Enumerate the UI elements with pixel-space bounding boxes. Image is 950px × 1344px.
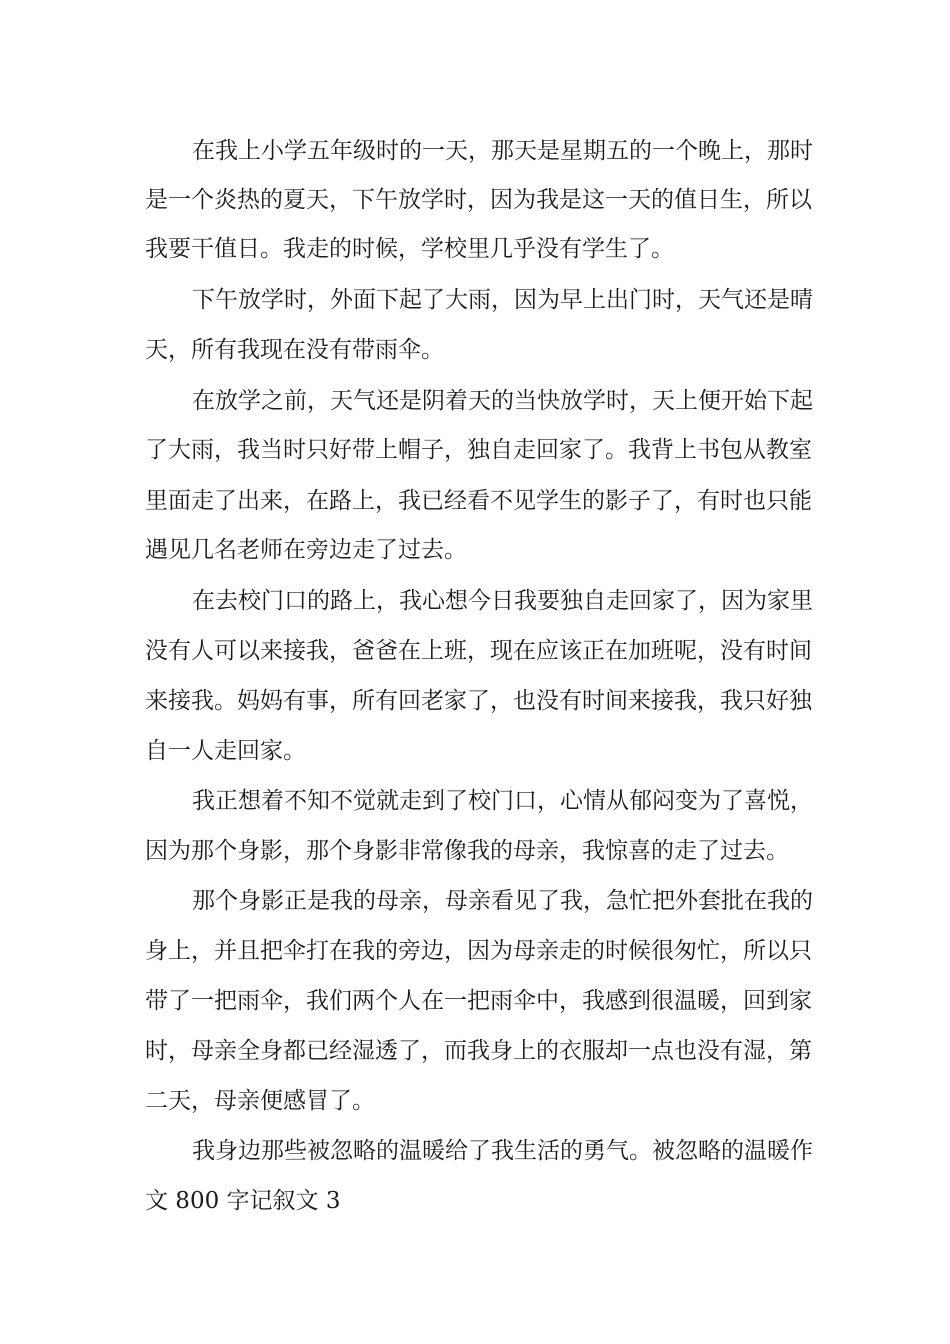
text-line: 在我上小学五年级时的一天，那天是星期五的一个晚上，那时 [192, 138, 813, 164]
text-line: 因为那个身影，那个身影非常像我的母亲，我惊喜的走了过去。 [145, 838, 789, 864]
text-line: 二天，母亲便感冒了。 [145, 1088, 375, 1114]
text-line: 在放学之前，天气还是阴着天的当快放学时，天上便开始下起 [192, 388, 813, 414]
text-line: 是一个炎热的夏天，下午放学时，因为我是这一天的值日生，所以 [145, 187, 812, 213]
text-line: 自一人走回家。 [145, 738, 306, 764]
text-line: 身上，并且把伞打在我的旁边，因为母亲走的时候很匆忙，所以只 [145, 938, 812, 964]
text-line: 我要干值日。我走的时候，学校里几乎没有学生了。 [145, 236, 674, 262]
text-line: 没有人可以来接我，爸爸在上班，现在应该正在加班呢，没有时间 [145, 638, 812, 664]
text-line: 下午放学时，外面下起了大雨，因为早上出门时，天气还是晴 [192, 287, 813, 313]
text-line: 里面走了出来，在路上，我已经看不见学生的影子了，有时也只能 [145, 488, 812, 514]
text-line: 我身边那些被忽略的温暖给了我生活的勇气。被忽略的温暖作 [192, 1138, 813, 1164]
text-line: 来接我。妈妈有事，所有回老家了，也没有时间来接我，我只好独 [145, 688, 812, 714]
text-line: 了大雨，我当时只好带上帽子，独自走回家了。我背上书包从教室 [145, 437, 812, 463]
text-line: 那个身影正是我的母亲，母亲看见了我，急忙把外套批在我的 [192, 888, 813, 914]
text-line: 时，母亲全身都已经湿透了，而我身上的衣服却一点也没有湿，第 [145, 1038, 812, 1064]
text-line: 天，所有我现在没有带雨伞。 [145, 337, 444, 363]
text-line: 遇见几名老师在旁边走了过去。 [145, 537, 467, 563]
text-line: 带了一把雨伞，我们两个人在一把雨伞中，我感到很温暖，回到家 [145, 988, 812, 1014]
text-line: 我正想着不知不觉就走到了校门口，心情从郁闷变为了喜悦， [192, 788, 813, 814]
text-line: 文 800 字记叙文 3 [145, 1188, 341, 1214]
text-line: 在去校门口的路上，我心想今日我要独自走回家了，因为家里 [192, 588, 813, 614]
